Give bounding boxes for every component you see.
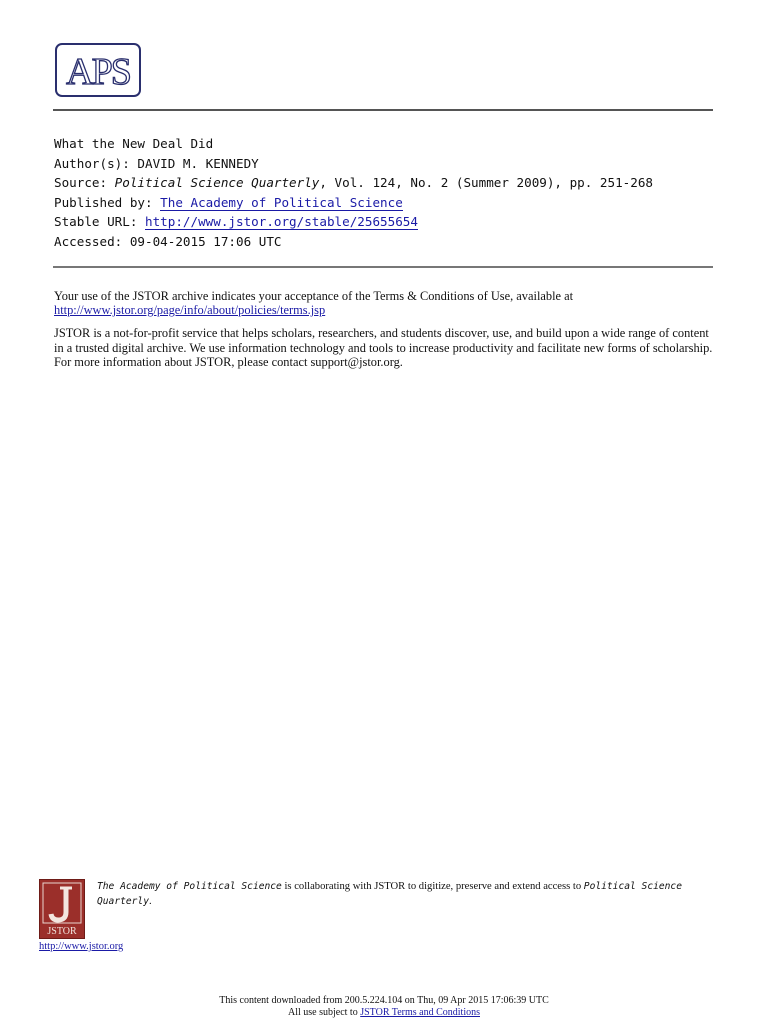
download-footer: [0, 995, 768, 1018]
terms-link[interactable]: http://www.jstor.org/page/info/about/policies/terms.jsp: [54, 303, 326, 318]
jstor-logo[interactable]: [39, 879, 85, 939]
accessed-date: 09-04-2015 17:06 UTC: [129, 233, 282, 249]
terms-line: All use subject to JSTOR Terms and Conditions: [288, 1006, 480, 1018]
collab-journal: Political Science Quarterly: [97, 881, 682, 907]
top-divider: [53, 109, 713, 111]
author-row: Author(s): DAVID M. KENNEDY: [54, 155, 259, 171]
svg-text:APS: APS: [66, 51, 130, 93]
accessed-row: Accessed: 09-04-2015 17:06 UTC: [54, 233, 282, 249]
source-journal: Political Science Quarterly: [114, 175, 320, 190]
svg-text:JSTOR: JSTOR: [47, 926, 77, 937]
stable-url-row: Stable URL: http://www.jstor.org/stable/25655654: [54, 214, 418, 229]
jstor-logo-icon: [40, 880, 84, 938]
author-name: DAVID M. KENNEDY: [137, 155, 259, 171]
article-title: What the New Deal Did: [54, 136, 214, 151]
collaboration-statement: The Academy of Political Science is collaborating with JSTOR to digitize, preserve and extend access to Political Science Quarterly.: [97, 881, 682, 907]
publisher-row: Published by: The Academy of Political Science: [54, 194, 403, 210]
jstor-terms-link[interactable]: JSTOR Terms and Conditions: [360, 1006, 480, 1018]
terms-notice: Your use of the JSTOR archive indicates your acceptance of the Terms & Conditions of Use, available at http://www.jstor.org/page/info/about/policies/terms.jsp: [54, 289, 574, 318]
download-info: This content downloaded from 200.5.224.104 on Thu, 09 Apr 2015 17:06:39 UTC: [219, 995, 549, 1006]
middle-divider: [53, 266, 713, 268]
jstor-url: [39, 941, 123, 952]
collab-org: The Academy of Political Science: [97, 881, 282, 892]
article-metadata: [54, 134, 653, 251]
publisher-link[interactable]: The Academy of Political Science: [160, 194, 403, 210]
source-details: , Vol. 124, No. 2 (Summer 2009), pp. 251-268: [319, 175, 654, 190]
jstor-home-link[interactable]: http://www.jstor.org: [39, 941, 124, 952]
jstor-notice: [54, 289, 714, 378]
aps-logo: [55, 43, 141, 97]
aps-logo-icon: [58, 47, 138, 93]
stable-url-link[interactable]: http://www.jstor.org/stable/25655654: [145, 214, 418, 229]
source-row: Source: Political Science Quarterly, Vol. 124, No. 2 (Summer 2009), pp. 251-268: [54, 175, 654, 190]
jstor-description: JSTOR is a not-for-profit service that helps scholars, researchers, and students discover, use, and build upon a wide range of content in a trusted digital archive. We use information technology and tools to increase productivity and facilitate new forms of scholarship. For more information about JSTOR, please contact support@jstor.org.: [54, 326, 713, 369]
